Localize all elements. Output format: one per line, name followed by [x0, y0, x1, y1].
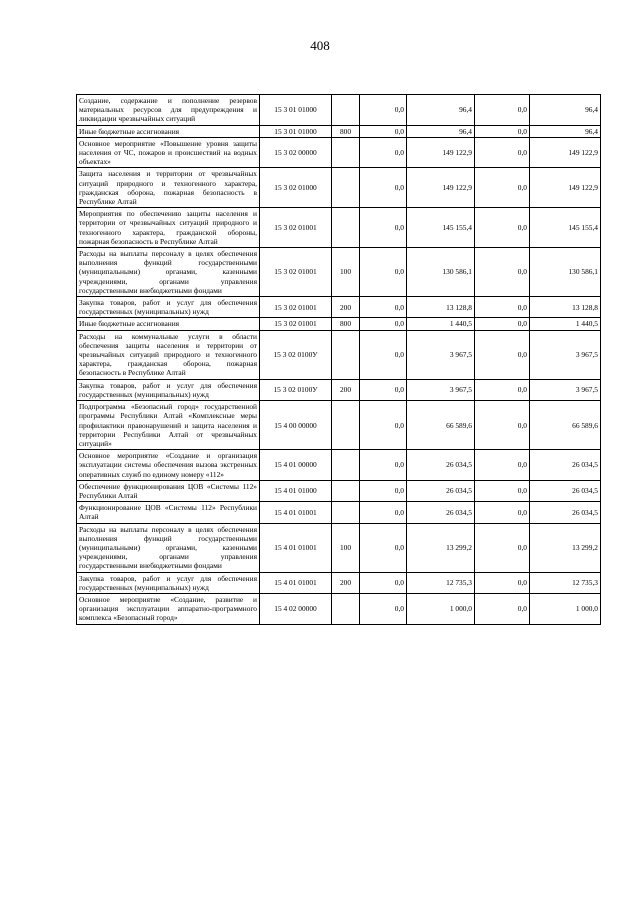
table-row	[77, 330, 601, 379]
target-code: 15 3 02 0100У	[260, 379, 332, 400]
expense-type: 200	[332, 297, 360, 318]
expense-type: 100	[332, 248, 360, 297]
value-col-4: 96,4	[530, 125, 601, 137]
value-col-2: 145 155,4	[407, 208, 475, 248]
value-col-3: 0,0	[475, 208, 530, 248]
value-col-4: 1 000,0	[530, 593, 601, 624]
value-col-3: 0,0	[475, 523, 530, 572]
target-code: 15 3 02 0100У	[260, 330, 332, 379]
value-col-2: 1 000,0	[407, 593, 475, 624]
value-col-1: 0,0	[360, 95, 407, 126]
target-code: 15 3 01 01000	[260, 95, 332, 126]
value-col-3: 0,0	[475, 137, 530, 168]
value-col-4: 26 034,5	[530, 480, 601, 501]
target-code: 15 3 01 01000	[260, 125, 332, 137]
value-col-4: 1 440,5	[530, 318, 601, 330]
value-col-4: 130 586,1	[530, 248, 601, 297]
expense-type	[332, 168, 360, 208]
table-row	[77, 502, 601, 523]
value-col-3: 0,0	[475, 318, 530, 330]
value-col-1: 0,0	[360, 318, 407, 330]
value-col-2: 26 034,5	[407, 450, 475, 481]
table-row	[77, 318, 601, 330]
value-col-1: 0,0	[360, 379, 407, 400]
row-name: Основное мероприятие «Повышение уровня защиты населения от ЧС, пожаров и происшествий на водных объектах»	[77, 137, 260, 168]
target-code: 15 4 01 01000	[260, 480, 332, 501]
target-code: 15 3 02 01001	[260, 297, 332, 318]
value-col-3: 0,0	[475, 95, 530, 126]
value-col-3: 0,0	[475, 330, 530, 379]
value-col-3: 0,0	[475, 502, 530, 523]
value-col-1: 0,0	[360, 208, 407, 248]
value-col-2: 66 589,6	[407, 401, 475, 450]
value-col-4: 145 155,4	[530, 208, 601, 248]
row-name: Закупка товаров, работ и услуг для обеспечения государственных (муниципальных) нужд	[77, 379, 260, 400]
value-col-4: 3 967,5	[530, 330, 601, 379]
value-col-1: 0,0	[360, 168, 407, 208]
row-name: Основное мероприятие «Создание и организация эксплуатации системы обеспечения вызова экстренных оперативных служб по единому номеру «112»	[77, 450, 260, 481]
value-col-1: 0,0	[360, 297, 407, 318]
value-col-4: 149 122,9	[530, 137, 601, 168]
value-col-3: 0,0	[475, 297, 530, 318]
target-code: 15 3 02 00000	[260, 137, 332, 168]
row-name: Расходы на выплаты персоналу в целях обеспечения выполнения функций государственными (муниципальными) органами, казенными учреждениями, органами управления государственными внебюджетными фондами	[77, 248, 260, 297]
expense-type	[332, 208, 360, 248]
expense-type	[332, 401, 360, 450]
table-row	[77, 450, 601, 481]
value-col-2: 96,4	[407, 95, 475, 126]
table-row	[77, 593, 601, 624]
value-col-2: 3 967,5	[407, 379, 475, 400]
budget-table-body	[77, 95, 601, 625]
target-code: 15 3 02 01001	[260, 248, 332, 297]
expense-type	[332, 95, 360, 126]
expense-type	[332, 502, 360, 523]
value-col-3: 0,0	[475, 168, 530, 208]
value-col-1: 0,0	[360, 523, 407, 572]
value-col-4: 26 034,5	[530, 450, 601, 481]
expense-type: 200	[332, 572, 360, 593]
table-row	[77, 379, 601, 400]
value-col-1: 0,0	[360, 137, 407, 168]
table-row	[77, 297, 601, 318]
value-col-3: 0,0	[475, 379, 530, 400]
row-name: Функционирование ЦОВ «Системы 112» Республики Алтай	[77, 502, 260, 523]
row-name: Расходы на выплаты персоналу в целях обеспечения выполнения функций государственными (муниципальными) органами, казенными учреждениями, органами управления государственными внебюджетными фондами	[77, 523, 260, 572]
value-col-1: 0,0	[360, 248, 407, 297]
target-code: 15 3 02 01001	[260, 318, 332, 330]
row-name: Подпрограмма «Безопасный город» государственной программы Республики Алтай «Комплексные меры профилактики правонарушений и защита населения и территории Республики Алтай от чрезвычайных ситуаций»	[77, 401, 260, 450]
row-name: Создание, содержание и пополнение резервов материальных ресурсов для предупреждения и ликвидации чрезвычайных ситуаций	[77, 95, 260, 126]
row-name: Основное мероприятие «Создание, развитие и организация эксплуатации аппаратно-программного комплекса «Безопасный город»	[77, 593, 260, 624]
table-row	[77, 208, 601, 248]
value-col-2: 13 128,8	[407, 297, 475, 318]
value-col-2: 130 586,1	[407, 248, 475, 297]
row-name: Иные бюджетные ассигнования	[77, 125, 260, 137]
value-col-2: 1 440,5	[407, 318, 475, 330]
target-code: 15 4 01 01001	[260, 523, 332, 572]
expense-type: 200	[332, 379, 360, 400]
table-row	[77, 137, 601, 168]
table-row	[77, 95, 601, 126]
value-col-4: 12 735,3	[530, 572, 601, 593]
value-col-1: 0,0	[360, 502, 407, 523]
table-row	[77, 480, 601, 501]
value-col-4: 96,4	[530, 95, 601, 126]
value-col-3: 0,0	[475, 572, 530, 593]
table-row	[77, 248, 601, 297]
budget-table	[76, 94, 601, 625]
target-code: 15 4 01 00000	[260, 450, 332, 481]
expense-type: 800	[332, 125, 360, 137]
target-code: 15 3 02 01001	[260, 208, 332, 248]
expense-type	[332, 480, 360, 501]
row-name: Обеспечение функционирования ЦОВ «Системы 112» Республики Алтай	[77, 480, 260, 501]
expense-type	[332, 137, 360, 168]
row-name: Расходы на коммунальные услуги в области обеспечения защиты населения и территории от чрезвычайных ситуаций природного и техногенного характера, гражданская оборона, пожарная безопасность в Республике Алтай	[77, 330, 260, 379]
target-code: 15 4 01 01001	[260, 502, 332, 523]
row-name: Иные бюджетные ассигнования	[77, 318, 260, 330]
value-col-1: 0,0	[360, 125, 407, 137]
target-code: 15 4 01 01001	[260, 572, 332, 593]
expense-type: 100	[332, 523, 360, 572]
target-code: 15 3 02 01000	[260, 168, 332, 208]
value-col-3: 0,0	[475, 593, 530, 624]
value-col-3: 0,0	[475, 125, 530, 137]
table-row	[77, 125, 601, 137]
value-col-1: 0,0	[360, 450, 407, 481]
page-number: 408	[310, 38, 330, 53]
value-col-2: 96,4	[407, 125, 475, 137]
value-col-2: 26 034,5	[407, 480, 475, 501]
row-name: Защита населения и территории от чрезвычайных ситуаций природного и техногенного характера, гражданская оборона, пожарная безопасность в Республике Алтай	[77, 168, 260, 208]
row-name: Закупка товаров, работ и услуг для обеспечения государственных (муниципальных) нужд	[77, 297, 260, 318]
value-col-1: 0,0	[360, 572, 407, 593]
table-row	[77, 572, 601, 593]
value-col-1: 0,0	[360, 330, 407, 379]
value-col-4: 3 967,5	[530, 379, 601, 400]
row-name: Закупка товаров, работ и услуг для обеспечения государственных (муниципальных) нужд	[77, 572, 260, 593]
expense-type: 800	[332, 318, 360, 330]
value-col-2: 3 967,5	[407, 330, 475, 379]
value-col-1: 0,0	[360, 593, 407, 624]
value-col-4: 13 128,8	[530, 297, 601, 318]
value-col-3: 0,0	[475, 248, 530, 297]
table-row	[77, 401, 601, 450]
row-name: Мероприятия по обеспечению защиты населения и территории от чрезвычайных ситуаций природного и техногенного характера, гражданской обороны, пожарная безопасность в Республике Алтай	[77, 208, 260, 248]
expense-type	[332, 450, 360, 481]
expense-type	[332, 330, 360, 379]
value-col-3: 0,0	[475, 401, 530, 450]
value-col-3: 0,0	[475, 450, 530, 481]
value-col-3: 0,0	[475, 480, 530, 501]
target-code: 15 4 02 00000	[260, 593, 332, 624]
value-col-2: 149 122,9	[407, 137, 475, 168]
table-row	[77, 523, 601, 572]
value-col-2: 26 034,5	[407, 502, 475, 523]
value-col-1: 0,0	[360, 401, 407, 450]
value-col-2: 12 735,3	[407, 572, 475, 593]
value-col-4: 149 122,9	[530, 168, 601, 208]
value-col-4: 66 589,6	[530, 401, 601, 450]
value-col-2: 149 122,9	[407, 168, 475, 208]
target-code: 15 4 00 00000	[260, 401, 332, 450]
value-col-4: 13 299,2	[530, 523, 601, 572]
expense-type	[332, 593, 360, 624]
value-col-1: 0,0	[360, 480, 407, 501]
value-col-4: 26 034,5	[530, 502, 601, 523]
table-row	[77, 168, 601, 208]
value-col-2: 13 299,2	[407, 523, 475, 572]
